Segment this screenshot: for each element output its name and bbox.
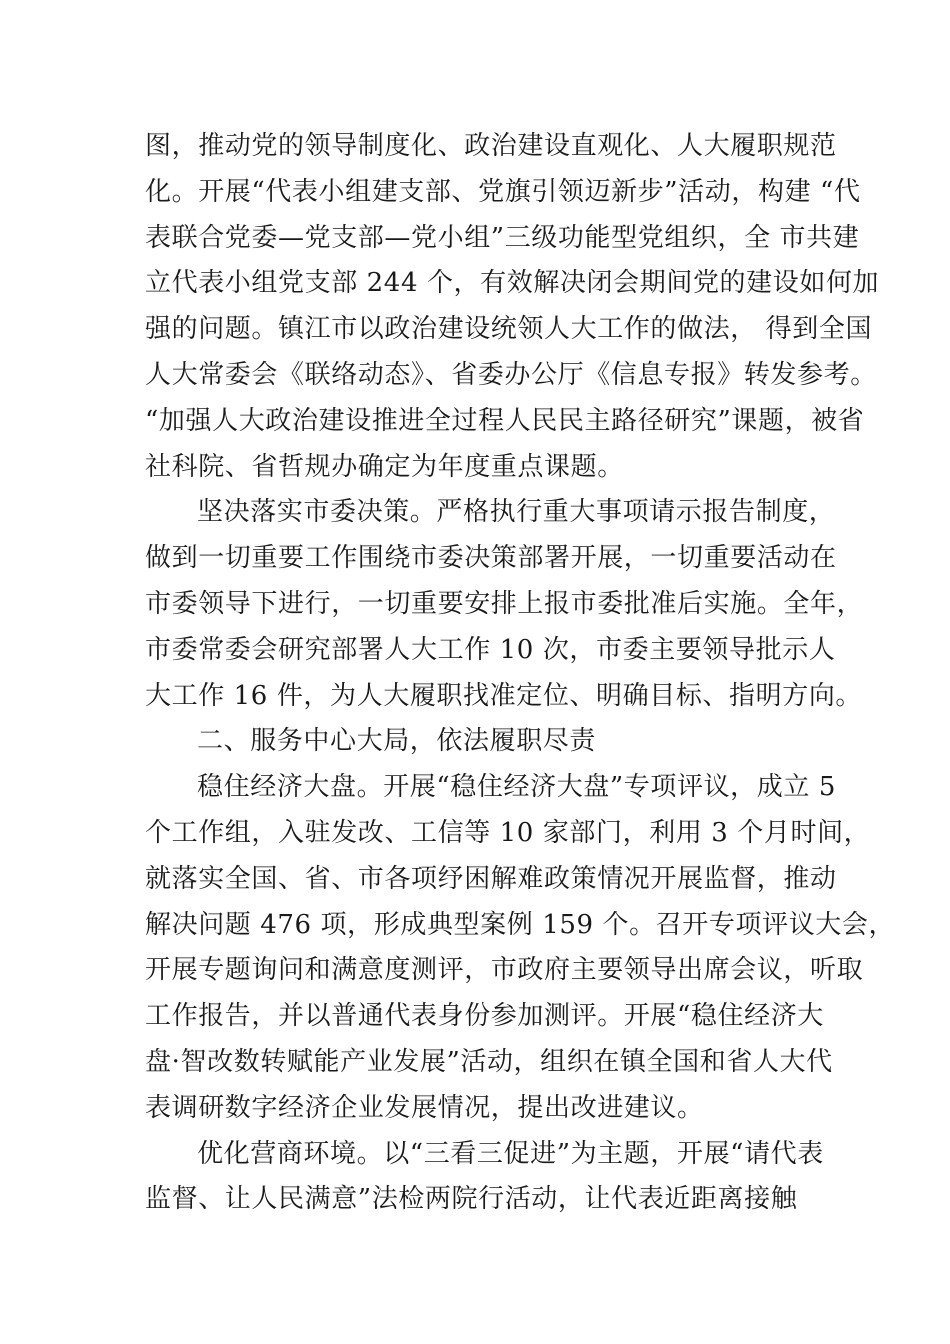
paragraph-start-line: 稳住经济大盘。开展“稳住经济大盘”专项评议，成立 5 <box>197 772 836 803</box>
text-line: 市委领导下进行，一切重要安排上报市委批准后实施。全年， <box>145 588 864 619</box>
section-heading: 二、服务中心大局，依法履职尽责 <box>197 726 597 757</box>
text-line: 就落实全国、省、市各项纾困解难政策情况开展监督，推动 <box>145 863 837 894</box>
text-line: “加强人大政治建设推进全过程人民民主路径研究”课题，被省 <box>145 405 865 436</box>
paragraph-start-line: 优化营商环境。以“三看三促进”为主题，开展“请代表 <box>197 1138 824 1169</box>
text-line: 社科院、省哲规办确定为年度重点课题。 <box>145 451 624 482</box>
text-line: 立代表小组党支部 244 个，有效解决闭会期间党的建设如何加 <box>145 268 880 299</box>
text-line: 市委常委会研究部署人大工作 10 次，市委主要领导批示人 <box>145 634 836 665</box>
text-line: 解决问题 476 项，形成典型案例 159 个。召开专项评议大会， <box>145 909 896 940</box>
document-body <box>145 124 896 1223</box>
text-line: 图，推动党的领导制度化、政治建设直观化、人大履职规范 <box>145 131 837 161</box>
text-line: 工作报告，并以普通代表身份参加测评。开展“稳住经济大 <box>145 1001 824 1032</box>
text-line: 做到一切重要工作围绕市委决策部署开展，一切重要活动在 <box>145 543 837 574</box>
paragraph-start-line: 坚决落实市委决策。严格执行重大事项请示报告制度， <box>197 497 836 528</box>
text-line: 强的问题。镇江市以政治建设统领人大工作的做法， 得到全国 <box>145 314 873 345</box>
text-line: 监督、让人民满意”法检两院行活动，让代表近距离接触 <box>145 1184 798 1215</box>
text-line: 人大常委会《联络动态》、省委办公厅《信息专报》转发参考。 <box>145 359 877 390</box>
text-line: 化。开展“代表小组建支部、党旗引领迈新步”活动，构建 “代 <box>145 176 861 207</box>
text-line: 个工作组，入驻发改、工信等 10 家部门，利用 3 个月时间， <box>145 817 871 848</box>
text-line: 表联合党委—党支部—党小组”三级功能型党组织，全 市共建 <box>145 222 860 253</box>
text-line: 大工作 16 件，为人大履职找准定位、明确目标、指明方向。 <box>145 680 863 711</box>
text-line: 开展专题询问和满意度测评，市政府主要领导出席会议，听取 <box>145 955 864 986</box>
text-line: 表调研数字经济企业发展情况，提出改进建议。 <box>145 1092 704 1123</box>
text-line: 盘·智改数转赋能产业发展”活动，组织在镇全国和省人大代 <box>145 1046 833 1077</box>
